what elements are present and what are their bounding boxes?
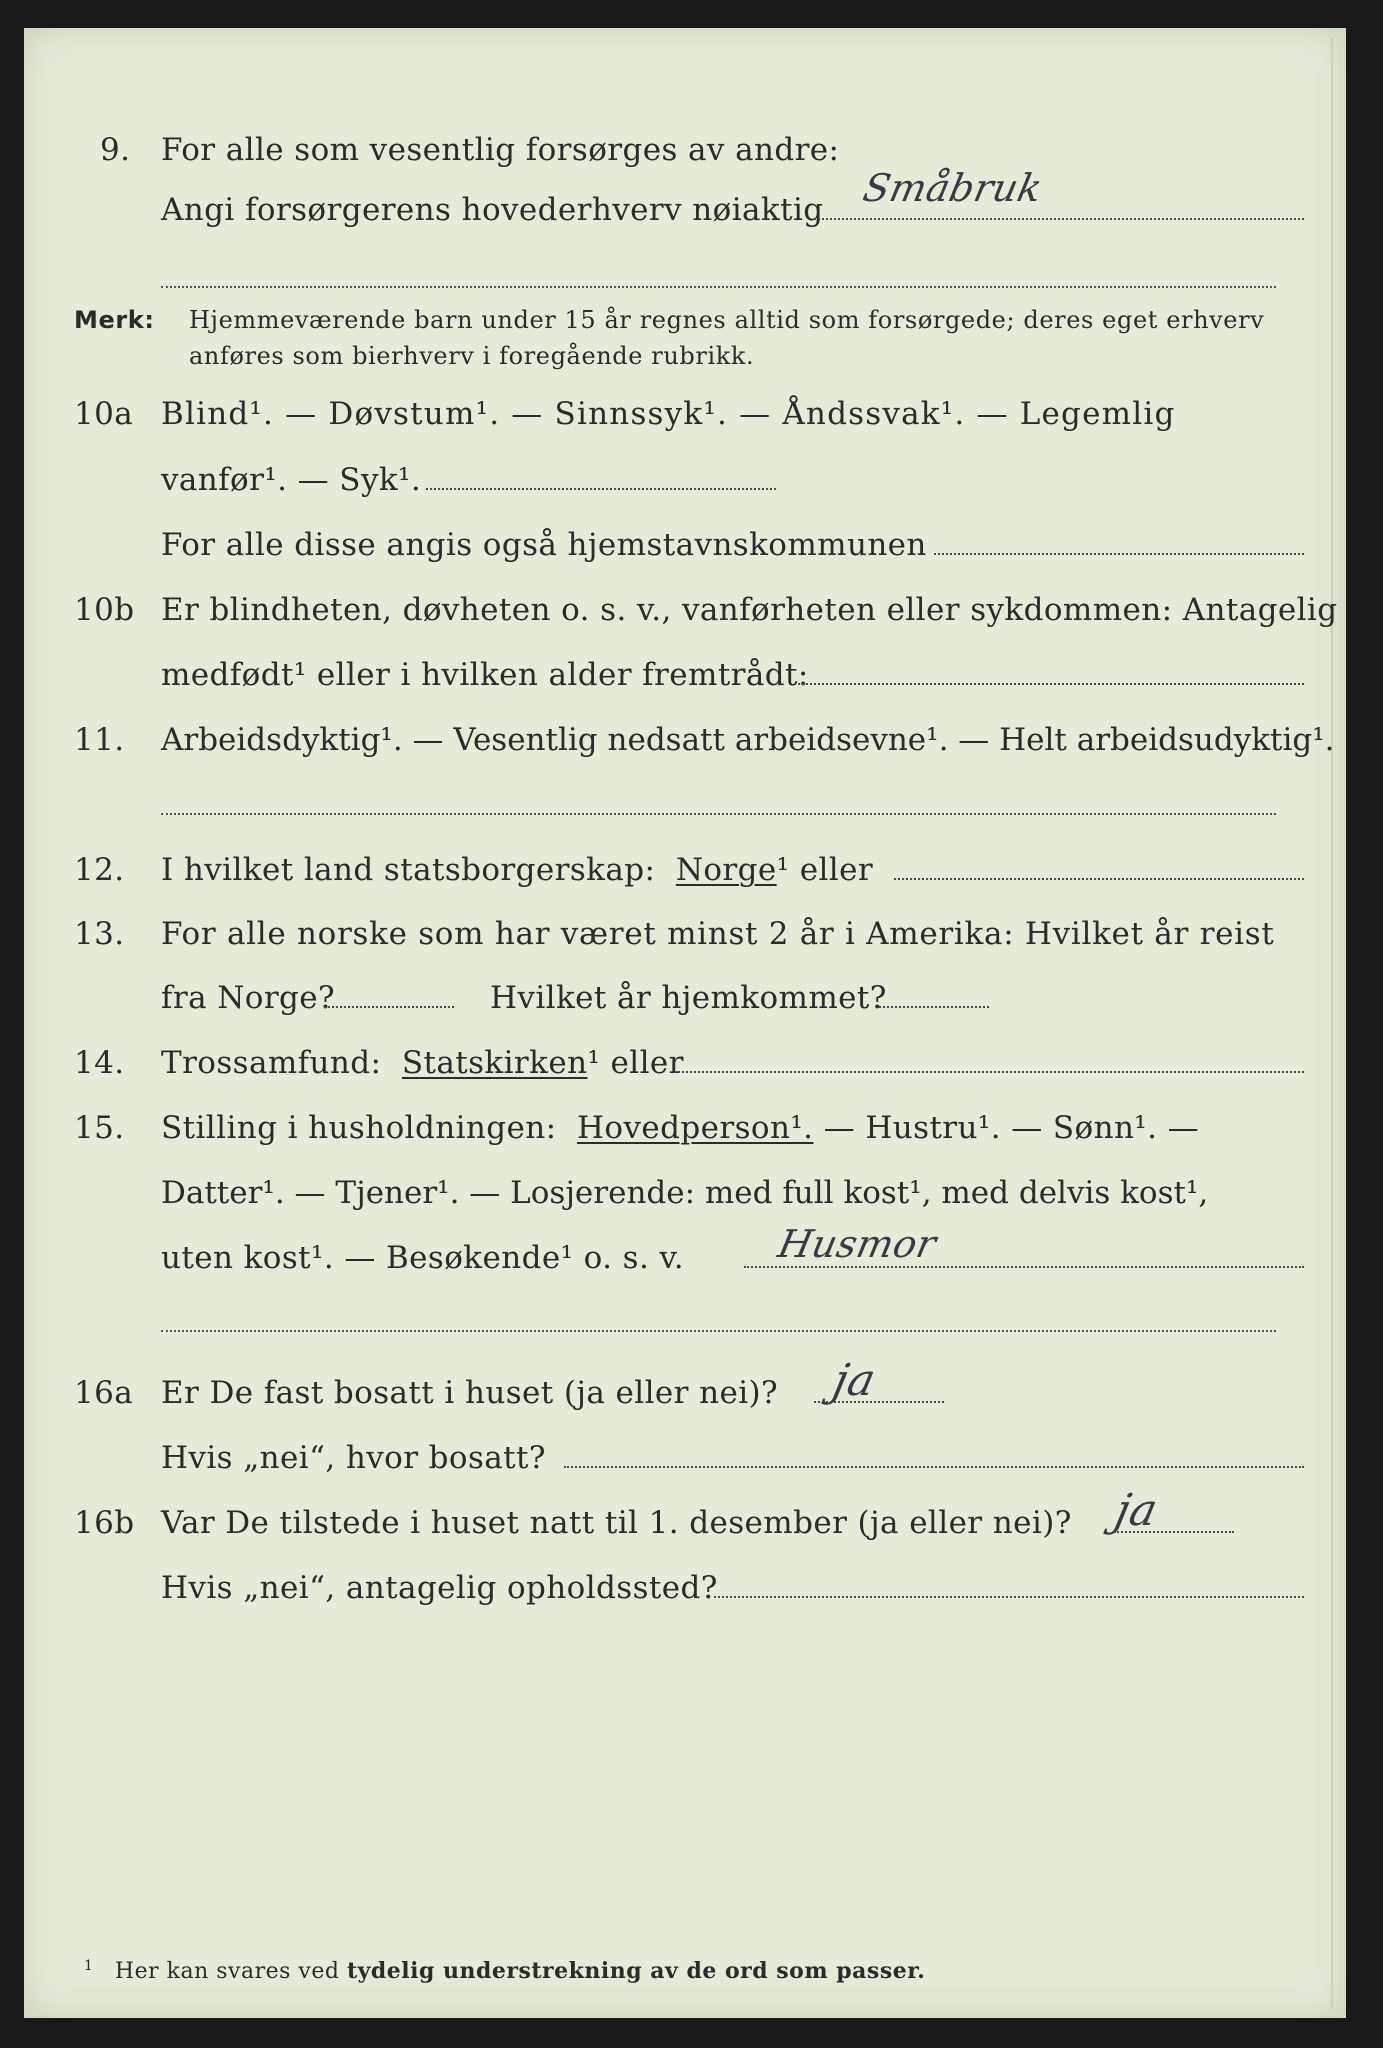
question-number: 10a [74,396,134,432]
question-number: 12. [74,852,125,888]
question-text: Hvis „nei“, hvor bosatt? [161,1440,546,1476]
underlined-choice: Norge [675,852,777,888]
question-text: uten kost¹. — Besøkende¹ o. s. v. [161,1240,684,1276]
question-text: Hvis „nei“, antagelig opholdssted? [161,1570,718,1606]
footnote-text: Her kan svares ved [114,1959,340,1984]
note-block [74,303,1265,337]
answer-line [564,1466,1304,1468]
question-text: Er De fast bosatt i huset (ja eller nei)? [161,1375,779,1411]
answer-line [426,488,776,490]
question-text-pre: Stilling i husholdningen: [161,1110,557,1146]
question-text: Datter¹. — Tjener¹. — Losjerende: med full kost¹, med delvis kost¹, [161,1175,1209,1211]
answer-line [814,218,1304,220]
question-text-pre: I hvilket land statsborgerskap: [161,852,656,888]
question-text: vanfør¹. — Syk¹. [161,462,422,498]
blank-answer-line [161,286,1276,288]
question-text-post: — Hustru¹. — Sønn¹. — [823,1110,1200,1146]
handwritten-answer: ja [1110,1485,1163,1536]
question-number: 10b [74,592,135,628]
footnote-text-bold: tydelig understrekning av de ord som passer. [346,1958,926,1984]
question-text: Var De tilstede i huset natt til 1. desember (ja eller nei)? [161,1505,1072,1541]
footnote [84,1958,925,1984]
underlined-choice: Statskirken [401,1045,588,1081]
handwritten-answer: Småbruk [859,166,1047,210]
answer-line [714,1596,1304,1598]
question-number: 16a [74,1375,134,1411]
answer-line [934,553,1304,555]
question-text [161,1043,684,1083]
answer-line [894,878,1304,880]
blank-answer-line [161,1330,1276,1332]
answer-line [794,683,1304,685]
blank-answer-line [161,813,1276,815]
question-text [161,1108,1199,1148]
question-number: 11. [74,722,125,758]
answer-line [324,1006,454,1008]
note-line: anføres som bierhverv i foregående rubrikk. [189,342,755,370]
question-number: 14. [74,1045,125,1081]
underlined-choice: Hovedperson¹. [576,1110,814,1146]
answer-line [744,1266,1304,1268]
question-text: Er blindheten, døvheten o. s. v., vanførheten eller sykdommen: Antagelig [161,592,1338,628]
question-text [161,850,873,890]
answer-line [674,1071,1304,1073]
question-text-pre: Trossamfund: [161,1045,382,1081]
question-text: Angi forsørgerens hovederhverv nøiaktig [161,192,824,228]
footnote-mark: 1 [84,1958,94,1974]
question-text-post: ¹ eller [587,1045,684,1081]
question-text: fra Norge? [161,980,336,1016]
question-text: For alle norske som har været minst 2 år i Amerika: Hvilket år reist [161,916,1275,952]
question-text: Arbeidsdyktig¹. — Vesentlig nedsatt arbeidsevne¹. — Helt arbeidsudyktig¹. [161,722,1335,758]
question-number: 9. [100,132,131,168]
question-text: Blind¹. — Døvstum¹. — Sinnssyk¹. — Åndssvak¹. — Legemlig [161,396,1176,432]
census-form-page [24,28,1346,2018]
question-number: 13. [74,916,125,952]
page-edge [1331,38,1340,2008]
handwritten-answer: Husmor [774,1222,941,1266]
question-number: 15. [74,1110,125,1146]
note-label: Merk: [74,306,155,334]
question-text: medfødt¹ eller i hvilken alder fremtrådt: [161,657,809,693]
note-line: Hjemmeværende barn under 15 år regnes alltid som forsørgede; deres eget erhverv [189,306,1265,334]
answer-line [879,1006,989,1008]
question-text: For alle som vesentlig forsørges av andre: [161,132,840,168]
handwritten-answer: ja [828,1355,881,1406]
question-number: 16b [74,1505,135,1541]
question-text-post: ¹ eller [776,852,874,888]
question-text: Hvilket år hjemkommet? [490,980,887,1016]
question-text: For alle disse angis også hjemstavnskommunen [161,527,927,563]
